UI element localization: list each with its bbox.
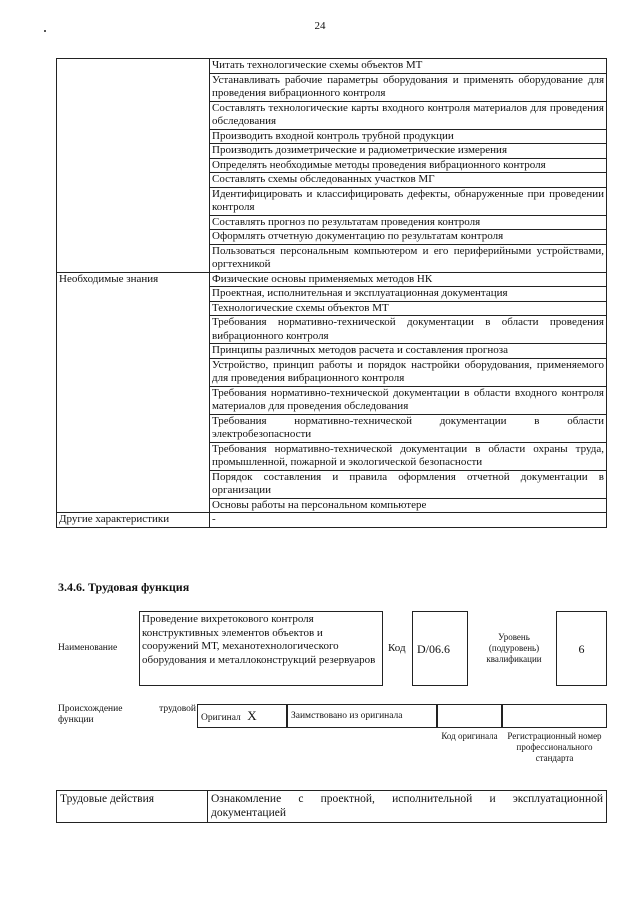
row-group-label: Необходимые знания [57,272,210,513]
row-text: Оформлять отчетную документацию по результатам контроля [210,230,607,245]
row-text: Составлять схемы обследованных участков МГ [210,173,607,188]
row-text: Определять необходимые методы проведения вибрационного контроля [210,158,607,173]
actions-label: Трудовые действия [57,791,208,823]
row-text: Производить дозиметрические и радиометрические измерения [210,144,607,159]
row-text: Проектная, исполнительная и эксплуатационная документация [210,287,607,302]
row-text: Требования нормативно-технической документации в области электробезопасности [210,414,607,442]
reg-caption: Регистрационный номер профессионального стандарта [507,731,602,763]
function-name-box [139,611,383,686]
row-text: Читать технологические схемы объектов МТ [210,59,607,74]
row-text: Устройство, принцип работы и порядок настройки оборудования, применяемого для проведения вибрационного контроля [210,358,607,386]
row-text: Идентифицировать и классифицировать дефекты, обнаруженные при проведении контроля [210,187,607,215]
row-text: Требования нормативно-технической документации в области проведения вибрационного контроля [210,316,607,344]
row-text: Производить входной контроль трубной продукции [210,129,607,144]
table-row [57,513,607,528]
section-title: 3.4.6. Трудовая функция [58,580,190,594]
level-label: Уровень (подуровень) квалификации [486,632,542,664]
borrowed-cell [287,704,437,728]
row-text: Технологические схемы объектов МТ [210,301,607,316]
row-text: Требования нормативно-технической документации в области охраны труда, промышленной, пожарной и экологической безопасности [210,442,607,470]
actions-table [56,790,607,823]
code-box [412,611,468,686]
row-text: Пользоваться персональным компьютером и его периферийными устройствами, оргтехникой [210,244,607,272]
borrowed-label: Заимствовано из оригинала [291,711,403,721]
function-name: Проведение вихретокового контроля конструктивных элементов объектов и сооружений МТ, механотехнологического оборудования и металлоконструкций резервуаров [142,613,376,666]
actions-first-item: Ознакомление с проектной, исполнительной и эксплуатационной документацией [208,791,607,823]
code-label: Код [388,642,406,654]
original-label: Оригинал [201,713,241,723]
reg-number-cell [502,704,607,728]
row-text: Основы работы на персональном компьютере [210,498,607,513]
table-row [57,59,607,74]
original-mark: X [247,708,257,723]
row-group-label [57,59,210,273]
row-text: Устанавливать рабочие параметры оборудования и применять оборудование для проведения вибрационного контроля [210,73,607,101]
code-caption: Код оригинала [441,731,498,741]
requirements-table [56,58,607,528]
page-number: 24 [314,20,326,32]
level-value: 6 [578,642,585,656]
row-text: Составлять прогноз по результатам проведения контроля [210,215,607,230]
row-text: Составлять технологические карты входного контроля материалов для проведения обследования [210,101,607,129]
row-text: Физические основы применяемых методов НК [210,272,607,287]
origin-label: Происхождение трудовой функции [58,704,196,725]
name-label: Наименование [58,643,118,653]
row-text: Требования нормативно-технической документации в области входного контроля материалов для проведения обследования [210,386,607,414]
original-cell [197,704,287,728]
level-box [556,611,607,686]
table-row [57,272,607,287]
other-value: - [210,513,607,528]
row-text: Принципы различных методов расчета и составления прогноза [210,344,607,359]
scan-dot [44,30,46,32]
code-value: D/06.6 [417,642,450,656]
origin-code-cell [437,704,502,728]
row-text: Порядок составления и правила оформления отчетной документации в организации [210,470,607,498]
other-label: Другие характеристики [57,513,210,528]
